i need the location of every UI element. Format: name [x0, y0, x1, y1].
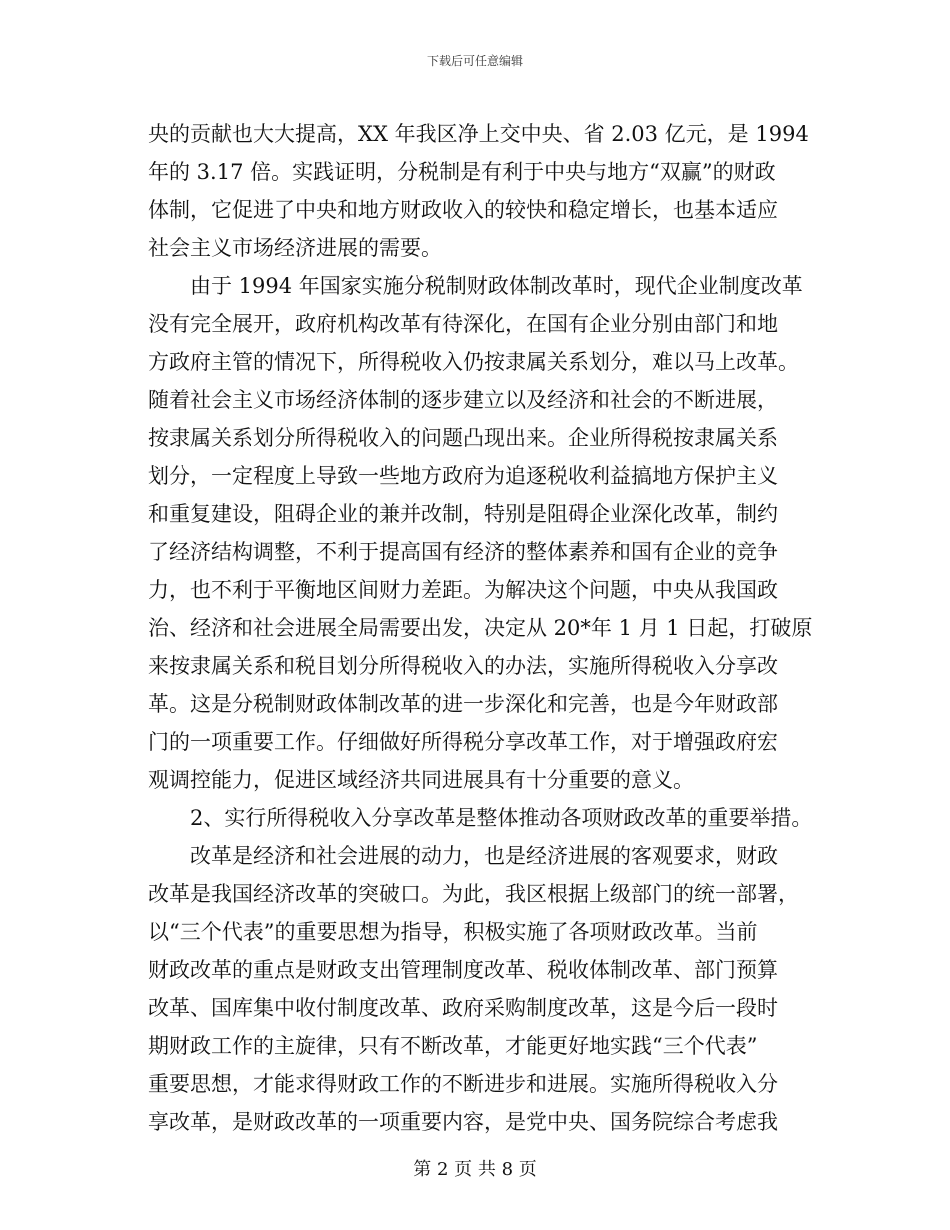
page-number: 第 2 页 共 8 页 — [413, 1159, 537, 1180]
text-line: 社会主义市场经济进展的需要。 — [148, 236, 442, 260]
text-line: 随着社会主义市场经济体制的逐步建立以及经济和社会的不断进展， — [148, 388, 778, 412]
text-line: 革。这是分税制财政体制改革的进一步深化和完善，也是今年财政部 — [148, 692, 778, 716]
text-line: 方政府主管的情况下，所得税收入仍按隶属关系划分，难以马上改革。 — [148, 350, 799, 374]
text-line: 年的 3.17 倍。实践证明，分税制是有利于中央与地方“双赢”的财政 — [148, 160, 776, 184]
text-line: 体制，它促进了中央和地方财政收入的较快和稳定增长，也基本适应 — [148, 198, 778, 222]
text-line: 由于 1994 年国家实施分税制财政体制改革时，现代企业制度改革 — [190, 274, 803, 298]
text-line: 以“三个代表”的重要思想为指导，积极实施了各项财政改革。当前 — [148, 920, 758, 944]
text-line: 改革是经济和社会进展的动力，也是经济进展的客观要求，财政 — [190, 844, 778, 868]
text-line: 力，也不利于平衡地区间财力差距。为解决这个问题，中央从我国政 — [148, 578, 778, 602]
text-line: 了经济结构调整，不利于提高国有经济的整体素养和国有企业的竞争 — [148, 540, 778, 564]
text-line: 享改革，是财政改革的一项重要内容，是党中央、国务院综合考虑我 — [148, 1110, 778, 1134]
text-line: 重要思想，才能求得财政工作的不断进步和进展。实施所得税收入分 — [148, 1072, 778, 1096]
text-line: 改革、国库集中收付制度改革、政府采购制度改革，这是今后一段时 — [148, 996, 778, 1020]
text-line: 2、实行所得税收入分享改革是整体推动各项财政改革的重要举措。 — [190, 806, 813, 830]
page-header: 下载后可任意编辑 — [426, 54, 523, 68]
text-line: 按隶属关系划分所得税收入的问题凸现出来。企业所得税按隶属关系 — [148, 426, 778, 450]
text-line: 财政改革的重点是财政支出管理制度改革、税收体制改革、部门预算 — [148, 958, 778, 982]
text-line: 来按隶属关系和税目划分所得税收入的办法，实施所得税收入分享改 — [148, 654, 778, 678]
text-line: 期财政工作的主旋律，只有不断改革，才能更好地实践“三个代表” — [148, 1034, 758, 1058]
text-line: 和重复建设，阻碍企业的兼并改制，特别是阻碍企业深化改革，制约 — [148, 502, 778, 526]
text-line: 治、经济和社会进展全局需要出发，决定从 20*年 1 月 1 日起，打破原 — [148, 616, 813, 640]
text-line: 门的一项重要工作。仔细做好所得税分享改革工作，对于增强政府宏 — [148, 730, 778, 754]
text-line: 划分，一定程度上导致一些地方政府为追逐税收利益搞地方保护主义 — [148, 464, 778, 488]
text-line: 观调控能力，促进区域经济共同进展具有十分重要的意义。 — [148, 768, 694, 792]
text-line: 央的贡献也大大提高，XX 年我区净上交中央、省 2.03 亿元，是 1994 — [148, 122, 809, 146]
text-line: 没有完全展开，政府机构改革有待深化，在国有企业分别由部门和地 — [148, 312, 778, 336]
text-line: 改革是我国经济改革的突破口。为此，我区根据上级部门的统一部署， — [148, 882, 799, 906]
